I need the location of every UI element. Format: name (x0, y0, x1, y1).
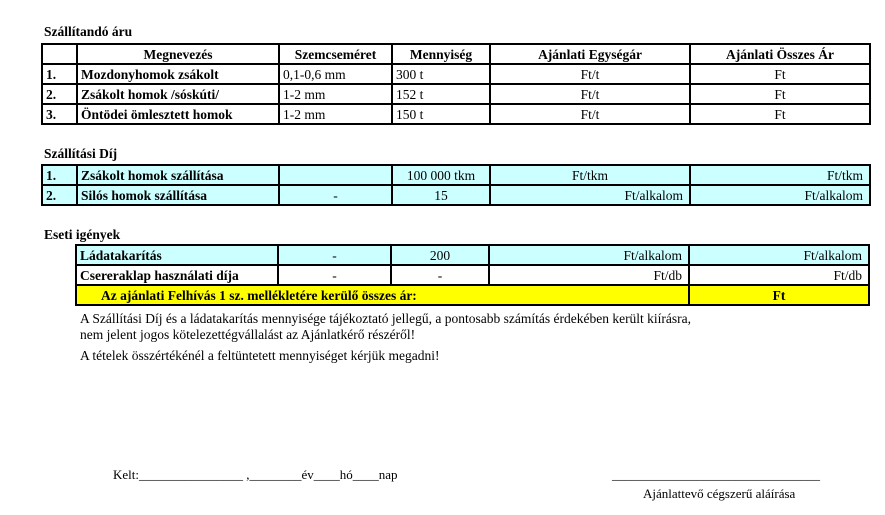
row-name: Zsákolt homok /sóskúti/ (77, 84, 279, 104)
table-row (41, 245, 869, 265)
section-title-shipping: Szállítási Díj (44, 146, 118, 161)
row-qty: 300 t (392, 64, 490, 84)
note-line: A Szállítási Díj és a ládatakarítás mennyisége tájékoztató jellegű, a pontosabb számítás érdekében került kiírásra, (80, 311, 692, 326)
note-line: nem jelent jogos kötelezettégvállalást az Ajánlatkérő részéről! (80, 327, 416, 342)
row-name: Öntödei ömlesztett homok (77, 104, 279, 124)
row-size: 1-2 mm (279, 84, 392, 104)
row-total: Ft/tkm (690, 165, 870, 185)
row-name: Silós homok szállítása (77, 185, 279, 205)
row-num: 2. (42, 84, 77, 104)
row-unit: Ft/alkalom (489, 245, 689, 265)
note-line: A tételek összértékénél a feltüntetett mennyiséget kérjük megadni! (80, 348, 440, 363)
extras-table (41, 244, 870, 306)
section-title-goods: Szállítandó áru (44, 24, 133, 39)
row-name: Ládatakarítás (76, 245, 278, 265)
header-unit-price: Ajánlati Egységár (490, 44, 690, 64)
row-unit: Ft/tkm (490, 165, 690, 185)
signature-label: Ajánlattevő cégszerű aláírása (643, 486, 796, 501)
row-size: 0,1-0,6 mm (279, 64, 392, 84)
row-name: Csereraklap használati díja (76, 265, 278, 285)
row-total: Ft (690, 84, 870, 104)
row-name: Zsákolt homok szállítása (77, 165, 279, 185)
table-row (42, 104, 870, 124)
table-row (41, 265, 869, 285)
row-size: - (278, 265, 391, 285)
shipping-table (41, 164, 871, 206)
header-size: Szemcseméret (279, 44, 392, 64)
row-num: 1. (42, 165, 77, 185)
row-name: Mozdonyhomok zsákolt (77, 64, 279, 84)
table-row (42, 165, 870, 185)
header-total-price: Ajánlati Összes Ár (690, 44, 870, 64)
table-row (42, 185, 870, 205)
summary-value: Ft (689, 285, 869, 305)
row-unit: Ft/t (490, 104, 690, 124)
table-row (42, 84, 870, 104)
row-total: Ft/db (689, 265, 869, 285)
row-size (279, 165, 392, 185)
table-row (42, 64, 870, 84)
signature-line: ________________________________ (612, 467, 820, 482)
header-num (42, 44, 77, 64)
section-title-extras: Eseti igények (44, 227, 121, 242)
row-num: 1. (42, 64, 77, 84)
summary-label: Az ajánlati Felhívás 1 sz. mellékletére kerülő összes ár: (76, 285, 689, 305)
row-total: Ft (690, 64, 870, 84)
row-unit: Ft/db (489, 265, 689, 285)
row-total: Ft/alkalom (690, 185, 870, 205)
row-total: Ft (690, 104, 870, 124)
row-size: - (279, 185, 392, 205)
row-qty: 15 (392, 185, 490, 205)
header-name: Megnevezés (77, 44, 279, 64)
goods-table (41, 43, 871, 125)
row-size: - (278, 245, 391, 265)
row-qty: 150 t (392, 104, 490, 124)
row-size: 1-2 mm (279, 104, 392, 124)
summary-row (41, 285, 869, 305)
row-num: 3. (42, 104, 77, 124)
row-total: Ft/alkalom (689, 245, 869, 265)
row-qty: - (391, 265, 489, 285)
row-qty: 152 t (392, 84, 490, 104)
row-unit: Ft/t (490, 84, 690, 104)
date-line: Kelt:________________ ,________év____hó____nap (113, 467, 398, 482)
row-qty: 100 000 tkm (392, 165, 490, 185)
row-num: 2. (42, 185, 77, 205)
table-header-row (42, 44, 870, 64)
row-qty: 200 (391, 245, 489, 265)
header-qty: Mennyiség (392, 44, 490, 64)
row-unit: Ft/t (490, 64, 690, 84)
row-unit: Ft/alkalom (490, 185, 690, 205)
